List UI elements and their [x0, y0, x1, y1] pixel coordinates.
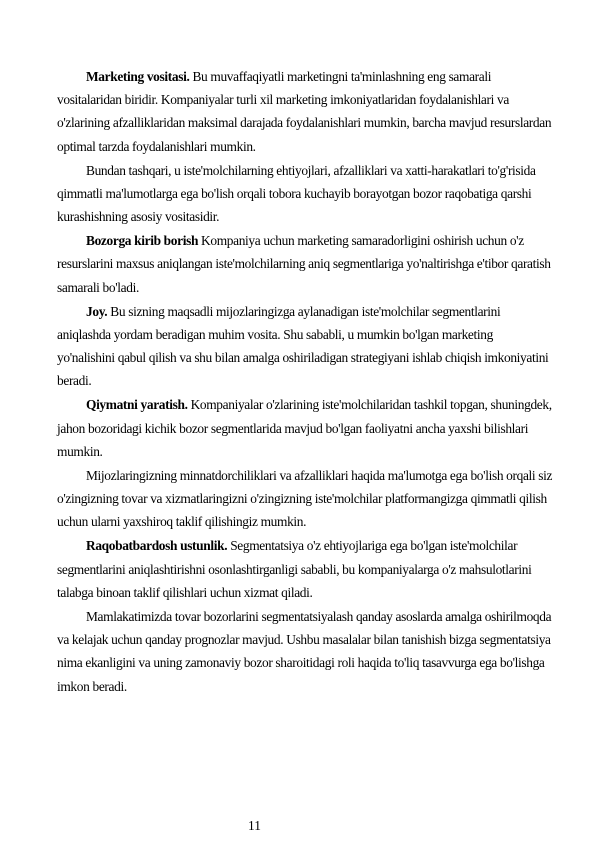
paragraph-competitive-advantage [57, 534, 553, 604]
paragraph-heading: Joy. [86, 303, 108, 319]
page-number: 11 [248, 818, 261, 833]
paragraph-heading: Marketing vositasi. [86, 69, 190, 84]
paragraph-heading: Bozorga kirib borish [86, 233, 199, 249]
paragraph-place [57, 300, 553, 393]
paragraph-text: Bu sizning maqsadli mijozlaringizga aylanadigan iste'molchilar segmentlarini aniqlashda yordam beradigan muhim vosita. Shu sababli, u mumkin bo'lgan marketing yo'nalishini qabul qilish va shu bilan amalga oshiriladigan strategiyani ishlab chiqish imkoniyatini beradi. [57, 303, 549, 389]
paragraph-segmentation-outlook [57, 605, 553, 698]
paragraph-customer-insight [57, 464, 553, 534]
paragraph-heading: Raqobatbardosh ustunlik. [86, 538, 228, 554]
paragraph-heading: Qiymatni yaratish. [86, 397, 188, 413]
paragraph-text: Bundan tashqari, u iste'molchilarning ehtiyojlari, afzalliklari va xatti-harakatlari to'g'risida qimmatli ma'lumotlarga ega bo'lish orqali tobora kuchayib borayotgan bozor raqobatiga qarshi kurashishning asosiy vositasidir. [57, 162, 536, 225]
paragraph-market-entry [57, 229, 553, 299]
paragraph-text: Bu muvaffaqiyatli marketingni ta'minlashning eng samarali vositalaridan biridir. Kompaniyalar turli xil marketing imkoniyatlaridan foydalanishlari va o'zlarining afzalliklaridan maksimal darajada foydalanishlari mumkin, barcha mavjud resurslardan optimal tarzda foydalanishlari mumkin. [57, 69, 552, 154]
paragraph-text: Mamlakatimizda tovar bozorlarini segmentatsiyalash qanday asoslarda amalga oshirilmoqda va kelajak uchun qanday prognozlar mavjud. Ushbu masalalar bilan tanishish bizga segmentatsiya nima ekanligini va uning zamonaviy bozor sharoitidagi roli haqida to'liq tasavvurga ega bo'lishga imkon beradi. [57, 608, 552, 694]
document-body [57, 65, 553, 699]
paragraph-text: Mijozlaringizning minnatdorchiliklari va afzalliklari haqida ma'lumotga ega bo'lish orqali siz o'zingizning tovar va xizmatlaringizni o'zingizning iste'molchilar platformangizga qimmatli qilish uchun ularni yaxshiroq taklif qilishingiz mumkin. [57, 467, 553, 530]
paragraph-text: Kompaniyalar o'zlarining iste'molchilaridan tashkil topgan, shuningdek, jahon bozoridagi kichik bozor segmentlarida mavjud bo'lgan faoliyatni ancha yaxshi bilishlari mumkin. [57, 397, 552, 459]
paragraph-text: Segmentatsiya o'z ehtiyojlariga ega bo'lgan iste'molchilar segmentlarini aniqlashtirishni osonlashtirganligi sababli, bu kompaniyalarga o'z mahsulotlarini talabga binoan taklif qilishlari uchun xizmat qiladi. [57, 538, 532, 600]
paragraph-competition [57, 159, 553, 229]
paragraph-value-creation [57, 393, 553, 463]
paragraph-text: Kompaniya uchun marketing samaradorligini oshirish uchun o'z resurslarini maxsus aniqlangan iste'molchilarning aniq segmentlariga yo'naltirishga e'tibor qaratish samarali bo'ladi. [57, 233, 551, 295]
paragraph-marketing-tool [57, 65, 553, 158]
